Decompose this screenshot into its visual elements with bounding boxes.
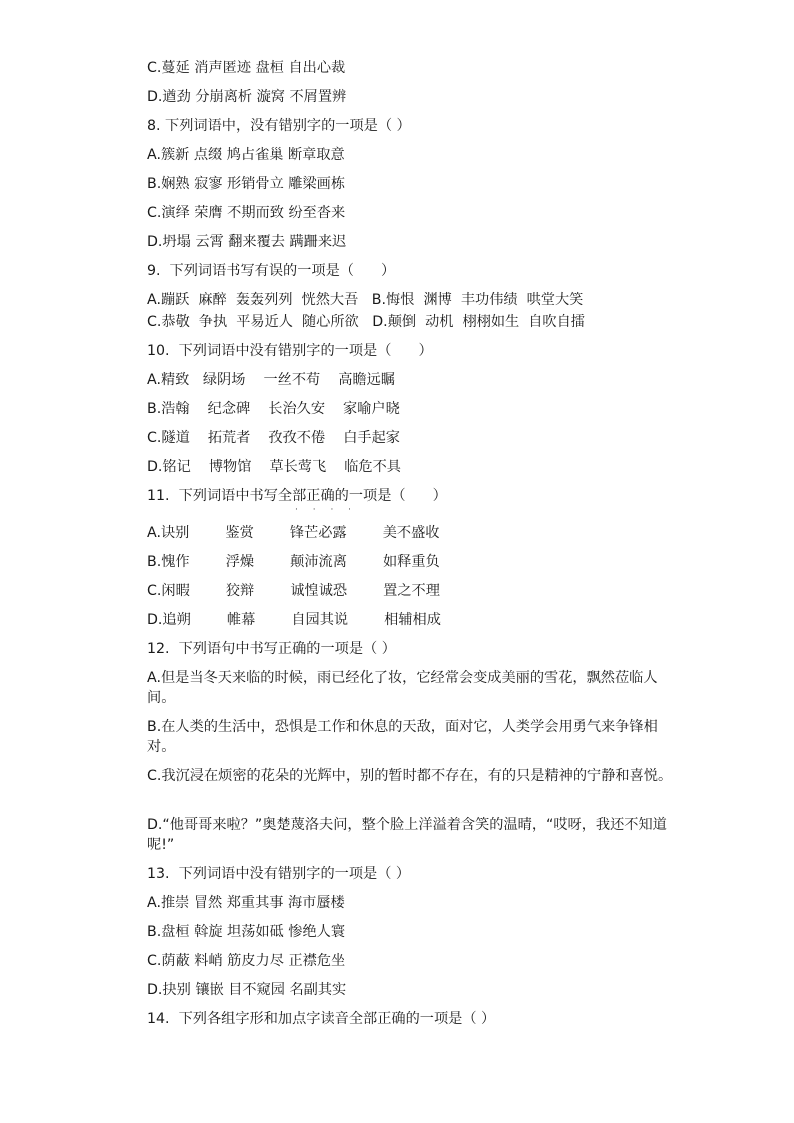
- q7-option-c: C.蔓延 消声匿迹 盘桓 自出心裁: [147, 60, 346, 76]
- q8-option-c: C.演绎 荣膺 不期而致 纷至沓来: [147, 205, 346, 221]
- q13-option-c: C.荫蔽 料峭 筋皮力尽 正襟危坐: [147, 953, 346, 969]
- q12-option-c: C.我沉浸在烦密的花朵的光辉中，别的暂时都不存在，有的只是精神的宁静和喜悦。: [147, 768, 673, 784]
- q13-option-d: D.抉别 镶嵌 目不窥园 名副其实: [147, 982, 347, 998]
- q11-option-b: B.愧作 浮燥 颠沛流离 如释重负: [147, 554, 440, 570]
- q10-option-b: B.浩翰 纪念碑 长治久安 家喻户晓: [147, 401, 400, 417]
- q10-stem: 10. 下列词语中没有错别字的一项是（ ）: [147, 343, 433, 359]
- q8-option-b: B.娴熟 寂寥 形销骨立 雕梁画栋: [147, 176, 346, 192]
- q12-option-a: A.但是当冬天来临的时候，雨已经化了妆，它经常会变成美丽的雪花，飘然莅临人间。: [147, 670, 658, 706]
- q7-option-d: D.遒劲 分崩离析 漩窝 不屑置辨: [147, 89, 347, 105]
- q14-stem: 14. 下列各组字形和加点字读音全部正确的一项是（ ）: [147, 1011, 496, 1027]
- q12-option-b: B.在人类的生活中，恐惧是工作和休息的天敌，面对它，人类学会用勇气来争锋相对。: [147, 719, 658, 755]
- document-page: [147, 58, 687, 1029]
- q11-stem: 11. 下列词语中书写全部正确的一项是（ ）: [147, 488, 447, 504]
- q8-option-a: A.簇新 点缀 鸠占雀巢 断章取意: [147, 147, 345, 163]
- q11-option-c: C.闲暇 狡辩 诚惶诚恐 置之不理: [147, 583, 440, 599]
- q13-stem: 13. 下列词语中没有错别字的一项是（ ）: [147, 866, 411, 882]
- q11-option-a: A.诀别 鉴赏 锋芒必露 美不盛收: [147, 525, 440, 541]
- q11-emphasis-dots: · · · ·: [295, 505, 358, 515]
- q8-stem: 8. 下列词语中，没有错别字的一项是（ ）: [147, 118, 411, 134]
- q10-option-a: A.精致 绿阴场 一丝不苟 高瞻远瞩: [147, 372, 396, 388]
- q12-option-d: D.“他哥哥来啦？”奥楚蔑洛夫问，整个脸上洋溢着含笑的温晴，“哎呀，我还不知道呢!”: [147, 817, 667, 853]
- q9-stem: 9. 下列词语书写有误的一项是（ ）: [147, 263, 396, 279]
- q11-option-d: D.追朔 帷幕 自园其说 相辅相成: [147, 612, 441, 628]
- q8-option-d: D.坍塌 云霄 翻来覆去 蹒跚来迟: [147, 234, 347, 250]
- q10-option-d: D.铭记 博物馆 草长莺飞 临危不具: [147, 459, 401, 475]
- q13-option-b: B.盘桓 斡旋 坦荡如砥 惨绝人寰: [147, 924, 346, 940]
- q9-options-cd: C.恭敬 争执 平易近人 随心所欲 D.颠倒 动机 栩栩如生 自吹自擂: [147, 314, 585, 330]
- q13-option-a: A.推崇 冒然 郑重其事 海市蜃楼: [147, 895, 345, 911]
- q10-option-c: C.隧道 拓荒者 孜孜不倦 白手起家: [147, 430, 400, 446]
- q12-stem: 12. 下列语句中书写正确的一项是（ ）: [147, 641, 396, 657]
- q9-options-ab: A.蹦跃 麻醉 轰轰列列 恍然大吾 B.悔恨 渊博 丰功伟绩 哄堂大笑: [147, 292, 584, 308]
